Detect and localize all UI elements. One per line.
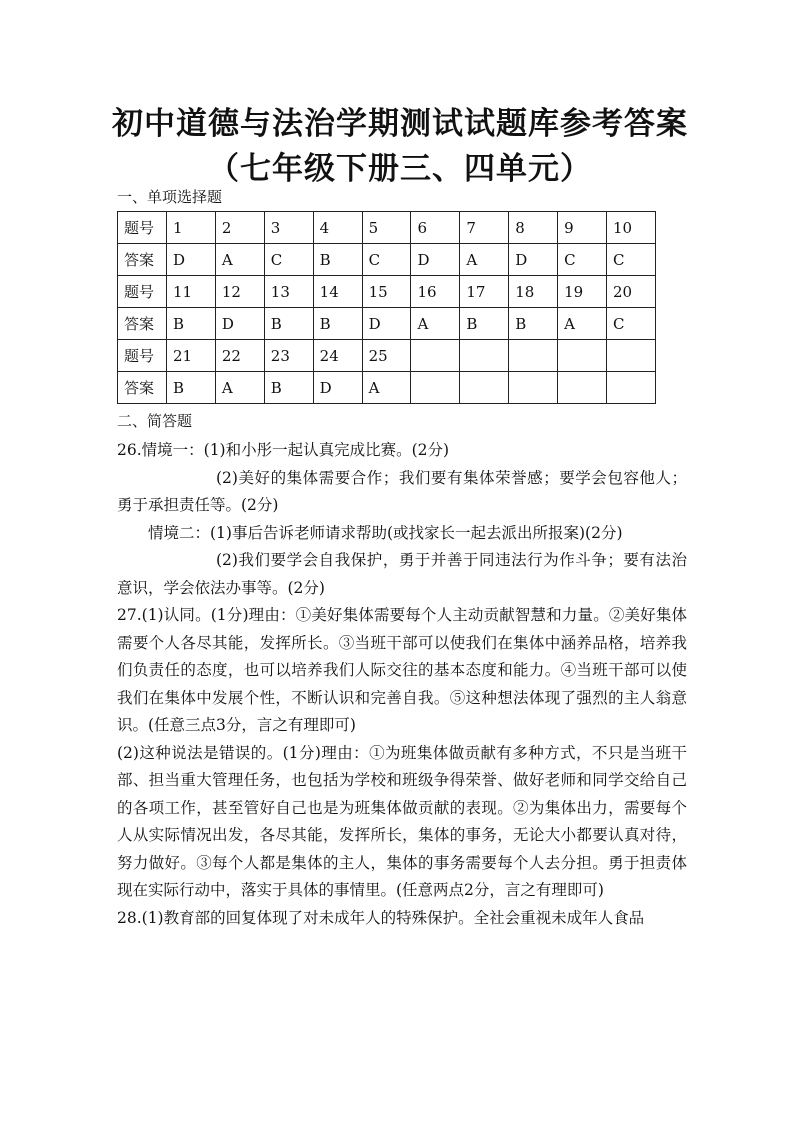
table-cell: D — [362, 308, 411, 340]
document-subtitle: （七年级下册三、四单元） — [208, 151, 592, 187]
row-header-cell: 答案 — [118, 244, 167, 276]
table-cell: 17 — [460, 276, 509, 308]
table-cell: 24 — [313, 340, 362, 372]
table-cell: 8 — [509, 212, 558, 244]
table-cell: 19 — [558, 276, 607, 308]
table-cell: B — [509, 308, 558, 340]
answer-text-body — [117, 437, 687, 932]
table-cell: 21 — [167, 340, 216, 372]
table-cell: C — [607, 308, 656, 340]
table-cell: 12 — [215, 276, 264, 308]
table-cell: 10 — [607, 212, 656, 244]
table-cell — [558, 340, 607, 372]
table-cell — [460, 340, 509, 372]
table-row — [118, 372, 656, 404]
row-header-cell: 答案 — [118, 372, 167, 404]
answer-table-body — [118, 212, 656, 404]
table-cell — [509, 340, 558, 372]
table-cell: A — [362, 372, 411, 404]
table-cell: 22 — [215, 340, 264, 372]
table-cell: 9 — [558, 212, 607, 244]
table-cell: B — [264, 372, 313, 404]
table-cell: D — [215, 308, 264, 340]
table-cell: D — [313, 372, 362, 404]
section-heading-multiple-choice: 一、单项选择题 — [117, 188, 223, 206]
table-cell — [411, 340, 460, 372]
table-cell: 5 — [362, 212, 411, 244]
table-cell: 25 — [362, 340, 411, 372]
table-cell: A — [411, 308, 460, 340]
answer-paragraph: (2)我们要学会自我保护，勇于并善于同违法行为作斗争；要有法治意识，学会依法办事等。(2分) — [117, 551, 687, 597]
table-cell: B — [264, 308, 313, 340]
table-cell: B — [167, 308, 216, 340]
answer-paragraph: 27.(1)认同。(1分)理由：①美好集体需要每个人主动贡献智慧和力量。②美好集体需要个人各尽其能，发挥所长。③当班干部可以使我们在集体中涵养品格，培养我们负责任的态度，也可以培养我们人际交往的基本态度和能力。④当班干部可以使我们在集体中发展个性，不断认识和完善自我。⑤这种想法体现了强烈的主人翁意识。(任意三点3分，言之有理即可) — [117, 606, 687, 734]
table-row — [118, 244, 656, 276]
table-cell — [509, 372, 558, 404]
table-cell — [411, 372, 460, 404]
table-row — [118, 308, 656, 340]
table-cell: 11 — [167, 276, 216, 308]
row-header-cell: 题号 — [118, 276, 167, 308]
table-cell: 4 — [313, 212, 362, 244]
table-cell: 1 — [167, 212, 216, 244]
table-cell: B — [460, 308, 509, 340]
table-cell: B — [167, 372, 216, 404]
table-cell: C — [607, 244, 656, 276]
answer-paragraph: 情境二：(1)事后告诉老师请求帮助(或找家长一起去派出所报案)(2分) — [148, 523, 623, 542]
table-row — [118, 340, 656, 372]
row-header-cell: 题号 — [118, 340, 167, 372]
answer-table — [117, 211, 656, 404]
row-header-cell: 题号 — [118, 212, 167, 244]
table-cell: 14 — [313, 276, 362, 308]
table-cell: D — [411, 244, 460, 276]
answer-paragraph: (2)这种说法是错误的。(1分)理由：①为班集体做贡献有多种方式，不只是当班干部、担当重大管理任务，也包括为学校和班级争得荣誉、做好老师和同学交给自己的各项工作，甚至管好自己也是为班集体做贡献的表现。②为集体出力，需要每个人从实际情况出发，各尽其能，发挥所长，集体的事务，无论大小都要认真对待，努力做好。③每个人都是集体的主人，集体的事务需要每个人去分担。勇于担责体现在实际行动中，落实于具体的事情里。(任意两点2分，言之有理即可) — [117, 743, 687, 899]
table-row — [118, 212, 656, 244]
table-cell: 2 — [215, 212, 264, 244]
table-cell: A — [460, 244, 509, 276]
table-cell: B — [313, 244, 362, 276]
table-cell: 3 — [264, 212, 313, 244]
table-cell: C — [264, 244, 313, 276]
answer-paragraph: 26.情境一：(1)和小彤一起认真完成比赛。(2分) — [117, 441, 450, 459]
answer-paragraph: 28.(1)教育部的回复体现了对未成年人的特殊保护。全社会重视未成年人食品 — [117, 908, 645, 927]
row-header-cell: 答案 — [118, 308, 167, 340]
table-cell: A — [215, 244, 264, 276]
table-row — [118, 276, 656, 308]
section-heading-short-answer: 二、简答题 — [117, 412, 193, 430]
table-cell: D — [509, 244, 558, 276]
table-cell: 18 — [509, 276, 558, 308]
document-title: 初中道德与法治学期测试试题库参考答案 — [112, 106, 688, 142]
table-cell: C — [362, 244, 411, 276]
table-cell: A — [558, 308, 607, 340]
table-cell: 23 — [264, 340, 313, 372]
table-cell: 20 — [607, 276, 656, 308]
table-cell — [558, 372, 607, 404]
table-cell: 6 — [411, 212, 460, 244]
table-cell: A — [215, 372, 264, 404]
table-cell: B — [313, 308, 362, 340]
table-cell: 13 — [264, 276, 313, 308]
table-cell: D — [167, 244, 216, 276]
answer-paragraph: (2)美好的集体需要合作；我们要有集体荣誉感；要学会包容他人；勇于承担责任等。(2分) — [117, 468, 687, 514]
table-cell — [460, 372, 509, 404]
table-cell — [607, 340, 656, 372]
table-cell — [607, 372, 656, 404]
table-cell: 15 — [362, 276, 411, 308]
table-cell: C — [558, 244, 607, 276]
table-cell: 7 — [460, 212, 509, 244]
table-cell: 16 — [411, 276, 460, 308]
